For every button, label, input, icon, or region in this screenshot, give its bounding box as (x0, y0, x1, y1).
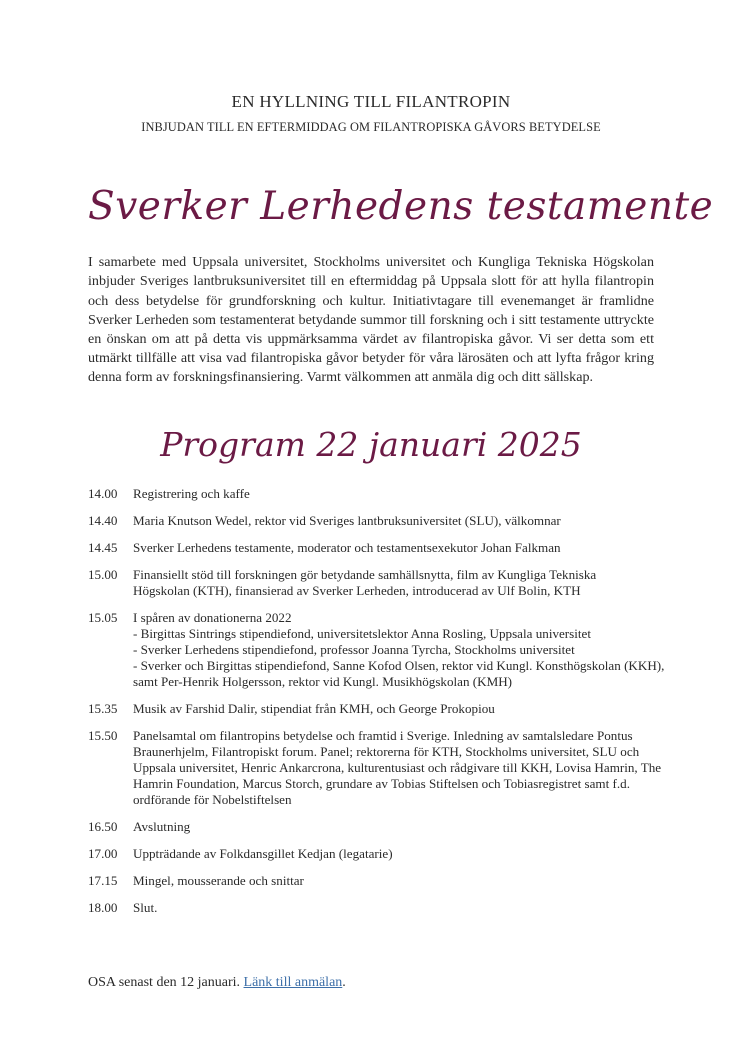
rsvp-suffix: . (342, 975, 346, 990)
program-text: Slut. (133, 900, 158, 915)
program-text: Sverker Lerhedens testamente, moderator och testamentsexekutor Johan Falkman (133, 540, 561, 555)
program-time: 14.00 (88, 486, 118, 501)
program-text: Panelsamtal om filantropins betydelse och framtid i Sverige. Inledning av samtalsledare Pontus Braunerhjelm, Filantropiskt forum. Panel; rektorerna för KTH, Stockholms universitet, SLU och Uppsala universitet, Henric Ankarcrona, kulturentusiast och rådgivare till KKH, Lovisa Hamrin, The Hamrin Foundation, Marcus Storch, grundare av Tobias Stiftelsen och Tobiasregistret samt f.d. ordförande för Nobelstiftelsen (133, 728, 662, 807)
program-item (88, 846, 668, 862)
program-time: 17.00 (88, 846, 118, 861)
program-subitem: - Sverker Lerhedens stipendiefond, professor Joanna Tyrcha, Stockholms universitet (133, 642, 575, 657)
program-item (88, 819, 668, 835)
program-text: Musik av Farshid Dalir, stipendiat från KMH, och George Prokopiou (133, 701, 495, 716)
program-text: Mingel, mousserande och snittar (133, 873, 304, 888)
registration-link[interactable]: Länk till anmälan (243, 975, 343, 990)
rsvp-line (88, 975, 346, 991)
intro-paragraph: I samarbete med Uppsala universitet, Stockholms universitet och Kungliga Tekniska Högskolan inbjuder Sveriges lantbruksuniversitet till en eftermiddag på Uppsala slott för att hylla filantropin och dess betydelse för grundforskning och kultur. Initiativtagare till evenemanget är framlidne Sverker Lerheden som testamenterat betydande summor till forskning och i sitt testamente uttryckte en önskan om att på detta vis uppmärksamma värdet av filantropiska gåvor. Vi ser detta som ett utmärkt tillfälle att visa vad filantropiska gåvor betyder för våra lärosäten och att lyfta frågor kring denna form av forskningsfinansiering. Varmt välkommen att anmäla dig och ditt sällskap. (88, 254, 654, 386)
program-list (88, 486, 668, 927)
program-text: Finansiellt stöd till forskningen gör betydande samhällsnytta, film av Kungliga Tekniska Högskolan (KTH), finansierad av Sverker Lerheden, introducerad av Ulf Bolin, KTH (133, 567, 597, 598)
program-subitem: - Birgittas Sintrings stipendiefond, universitetslektor Anna Rosling, Uppsala universitet (133, 626, 591, 641)
program-text: I spåren av donationerna 2022 (133, 610, 292, 625)
program-heading: Program 22 januari 2025 (160, 425, 582, 464)
program-text: Uppträdande av Folkdansgillet Kedjan (legatarie) (133, 846, 393, 861)
program-time: 14.45 (88, 540, 118, 555)
program-time: 17.15 (88, 873, 118, 888)
program-time: 16.50 (88, 819, 118, 834)
program-text-group (133, 610, 668, 690)
program-time: 15.35 (88, 701, 118, 716)
program-item (88, 900, 668, 916)
rsvp-text: OSA senast den 12 januari. (88, 975, 244, 990)
page-title: Sverker Lerhedens testamente (88, 184, 714, 229)
program-time: 18.00 (88, 900, 118, 915)
program-item (88, 610, 668, 690)
program-item (88, 728, 668, 808)
program-text: Avslutning (133, 819, 191, 834)
program-item (88, 540, 668, 556)
program-time: 14.40 (88, 513, 118, 528)
kicker-heading: EN HYLLNING TILL FILANTROPIN (231, 92, 511, 111)
program-time: 15.50 (88, 728, 118, 743)
program-item (88, 701, 668, 717)
program-item (88, 567, 668, 599)
program-subitem: - Sverker och Birgittas stipendiefond, Sanne Kofod Olsen, rektor vid Kungl. Konsthögskolan (KKH), samt Per-Henrik Holgersson, rektor vid Kungl. Musikhögskolan (KMH) (133, 658, 665, 689)
subkicker-heading: INBJUDAN TILL EN EFTERMIDDAG OM FILANTROPISKA GÅVORS BETYDELSE (141, 120, 601, 134)
program-time: 15.00 (88, 567, 118, 582)
program-item (88, 873, 668, 889)
program-item (88, 513, 668, 529)
program-time: 15.05 (88, 610, 118, 625)
program-text: Registrering och kaffe (133, 486, 250, 501)
program-item (88, 486, 668, 502)
program-text: Maria Knutson Wedel, rektor vid Sveriges lantbruksuniversitet (SLU), välkomnar (133, 513, 561, 528)
